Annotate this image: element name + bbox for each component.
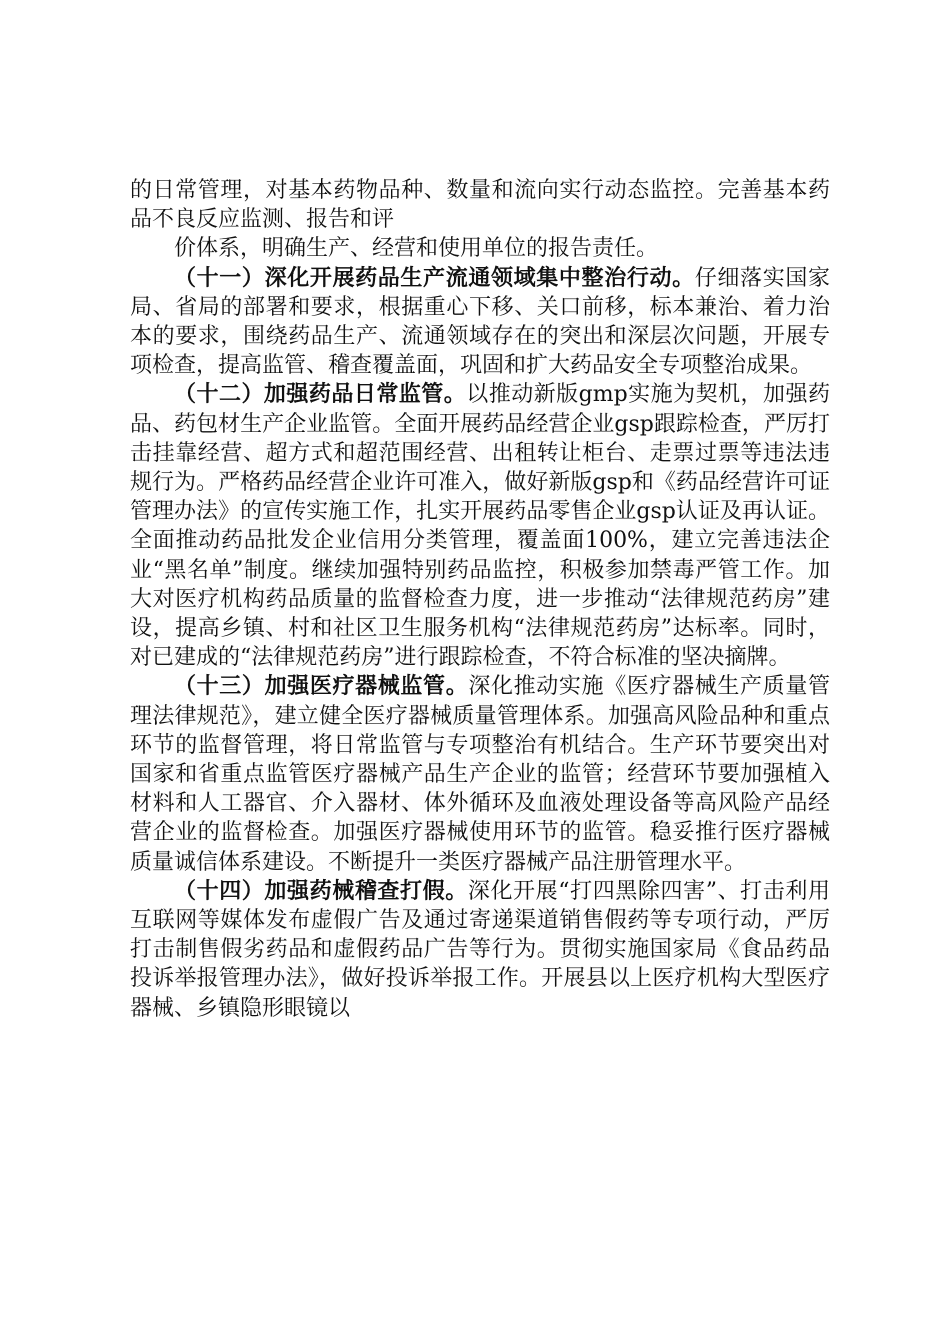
section-12-body: 以推动新版gmp实施为契机，加强药品、药包材生产企业监管。全面开展药品经营企业gsp跟踪检查，严厉打击挂靠经营、超方式和超范围经营、出租转让柜台、走票过票等违法违规行为。严格药品经营企业许可准入，做好新版gsp和《药品经营许可证管理办法》的宣传实施工作，扎实开展药品零售企业gsp认证及再认证。全面推动药品批发企业信用分类管理，覆盖面100%，建立完善违法企业“黑名单”制度。继续加强特别药品监控，积极参加禁毒严管工作。加大对医疗机构药品质量的监督检查力度，进一步推动“法律规范药房”建设，提高乡镇、村和社区卫生服务机构“法律规范药房”达标率。同时，对已建成的“法律规范药房”进行跟踪检查，不符合标准的坚决摘牌。 <box>130 382 830 671</box>
section-11-body: 仔细落实国家局、省局的部署和要求，根据重心下移、关口前移，标本兼治、着力治本的要求，围绕药品生产、流通领域存在的突出和深层次问题，开展专项检查，提高监管、稽查覆盖面，巩固和扩大药品安全专项整治成果。 <box>130 265 830 379</box>
section-13-paragraph <box>130 672 830 876</box>
section-11-paragraph <box>130 264 830 381</box>
section-14-body: 深化开展“打四黑除四害”、打击利用互联网等媒体发布虚假广告及通过寄递渠道销售假药等专项行动，严厉打击制售假劣药品和虚假药品广告等行为。贯彻实施国家局《食品药品投诉举报管理办法》，做好投诉举报工作。开展县以上医疗机构大型医疗器械、乡镇隐形眼镜以 <box>130 878 830 1021</box>
paragraph-intro-continuation: 的日常管理，对基本药物品种、数量和流向实行动态监控。完善基本药品不良反应监测、报告和评 <box>130 178 830 233</box>
section-13-heading: （十三）加强医疗器械监管。 <box>174 673 469 700</box>
section-13-body: 深化推动实施《医疗器械生产质量管理法律规范》，建立健全医疗器械质量管理体系。加强高风险品种和重点环节的监督管理，将日常监管与专项整治有机结合。生产环节要突出对国家和省重点监管医疗器械产品生产企业的监管；经营环节要加强植入材料和人工器官、介入器材、体外循环及血液处理设备等高风险产品经营企业的监督检查。加强医疗器械使用环节的监管。稳妥推行医疗器械质量诚信体系建设。不断提升一类医疗器械产品注册管理水平。 <box>130 674 830 875</box>
section-12-heading: （十二）加强药品日常监管。 <box>174 381 467 408</box>
section-11-heading: （十一）深化开展药品生产流通领域集中整治行动。 <box>174 264 695 291</box>
section-12-paragraph <box>130 380 830 672</box>
section-14-heading: （十四）加强药械稽查打假。 <box>174 877 468 904</box>
document-body <box>130 176 830 1023</box>
paragraph-intro-tail: 价体系，明确生产、经营和使用单位的报告责任。 <box>174 236 659 262</box>
section-14-paragraph <box>130 877 830 1023</box>
